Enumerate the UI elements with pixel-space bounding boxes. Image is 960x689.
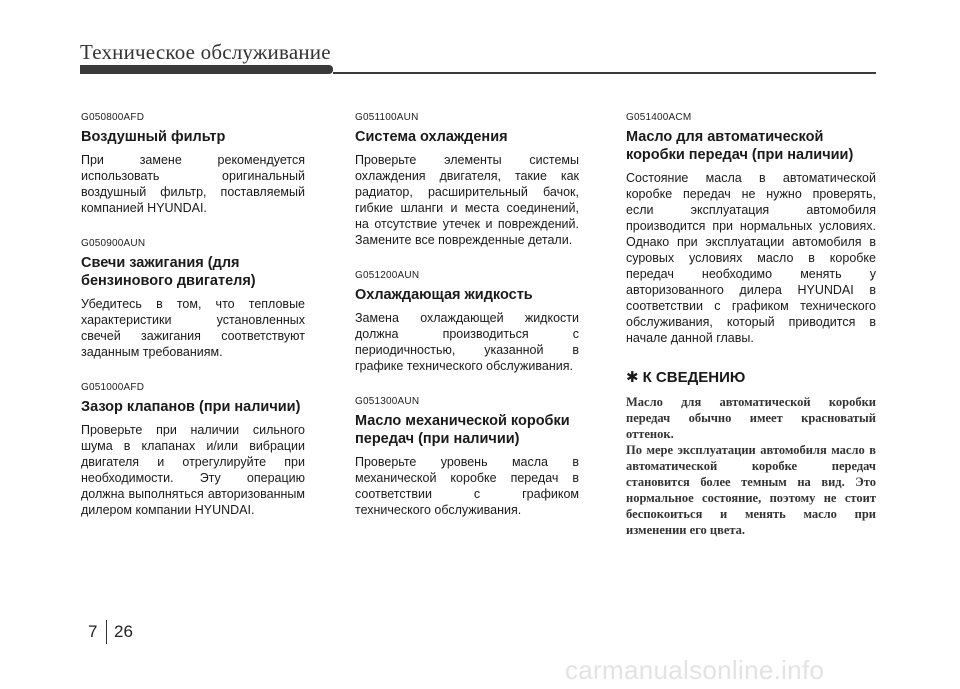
section-spark-plugs: [81, 238, 305, 360]
section-body: Проверьте элементы системы охлаждения двигателя, такие как радиатор, расширительный бачок, гибкие шланги и места соединений, на отсутствие утечек и повреждений. Замените все поврежденные детали.: [355, 153, 579, 247]
section-code: G051000AFD: [81, 382, 145, 393]
section-body: Замена охлаждающей жидкости должна производиться с периодичностью, указанной в графике технического обслуживания.: [355, 311, 579, 373]
section-code: G050900AUN: [81, 238, 146, 249]
watermark: carmanualsonline.info: [565, 655, 825, 685]
section-heading: Масло механической коробки передач (при наличии): [355, 413, 570, 447]
header-bar: [80, 65, 333, 74]
footer-divider: [106, 620, 107, 644]
section-air-filter: [81, 112, 305, 216]
section-heading: Свечи зажигания (для бензинового двигателя): [81, 255, 256, 289]
note-title: К СВЕДЕНИЮ: [642, 368, 746, 386]
section-code: G051200AUN: [355, 270, 420, 281]
section-valve-clearance: [81, 382, 305, 518]
section-manual-transmission-oil: [355, 396, 579, 518]
section-code: G051400ACM: [626, 112, 692, 123]
section-code: G051300AUN: [355, 396, 420, 407]
section-cooling-system: [355, 112, 579, 248]
column-right: [626, 112, 876, 538]
note-text-1: Масло для автоматической коробки передач обычно имеет красноватый оттенок.: [626, 395, 876, 441]
section-heading: Охлаждающая жидкость: [355, 287, 533, 303]
page-number: 26: [114, 622, 133, 641]
note-text-2: По мере эксплуатации автомобиля масло в автоматической коробке передач становится более темным на вид. Это нормальное состояние, поэтому не стоит беспокоиться и менять масло при изменении его цвета.: [626, 443, 876, 537]
section-body: Состояние масла в автоматической коробке передач не нужно проверять, если эксплуатация автомобиля производится при нормальных условиях. Однако при эксплуатации автомобиля в суровых условиях масло в коробке передач необходимо менять у авторизованного дилера HYUNDAI в соответствии с графиком технического обслуживания, который приводится в начале данной главы.: [626, 171, 876, 345]
asterisk-note-icon: ✱: [626, 369, 639, 386]
page-title: Техническое обслуживание: [80, 40, 331, 64]
section-coolant: [355, 270, 579, 374]
column-middle: [355, 112, 579, 540]
section-body: При замене рекомендуется использовать оригинальный воздушный фильтр, поставляемый компанией HYUNDAI.: [81, 153, 305, 215]
column-left: [81, 112, 305, 540]
note-heading: [626, 368, 876, 386]
section-heading: Система охлаждения: [355, 129, 508, 145]
section-body: Проверьте уровень масла в механической коробке передач в соответствии с графиком технического обслуживания.: [355, 455, 579, 517]
header-rule: [333, 72, 876, 74]
section-heading: Масло для автоматической коробки передач (при наличии): [626, 129, 854, 163]
section-body: Проверьте при наличии сильного шума в клапанах и/или вибрации двигателя и отрегулируйте при необходимости. Эту операцию должна выполняться авторизованным дилером компании HYUNDAI.: [81, 423, 305, 517]
section-automatic-transmission-oil: [626, 112, 876, 346]
section-heading: Зазор клапанов (при наличии): [81, 399, 301, 415]
section-body: Убедитесь в том, что тепловые характеристики установленных свечей зажигания соответствуют заданным требованиям.: [81, 297, 305, 359]
chapter-number: 7: [88, 622, 98, 641]
note-box: [626, 368, 876, 538]
section-heading: Воздушный фильтр: [81, 129, 226, 145]
section-code: G050800AFD: [81, 112, 145, 123]
section-code: G051100AUN: [355, 112, 419, 123]
